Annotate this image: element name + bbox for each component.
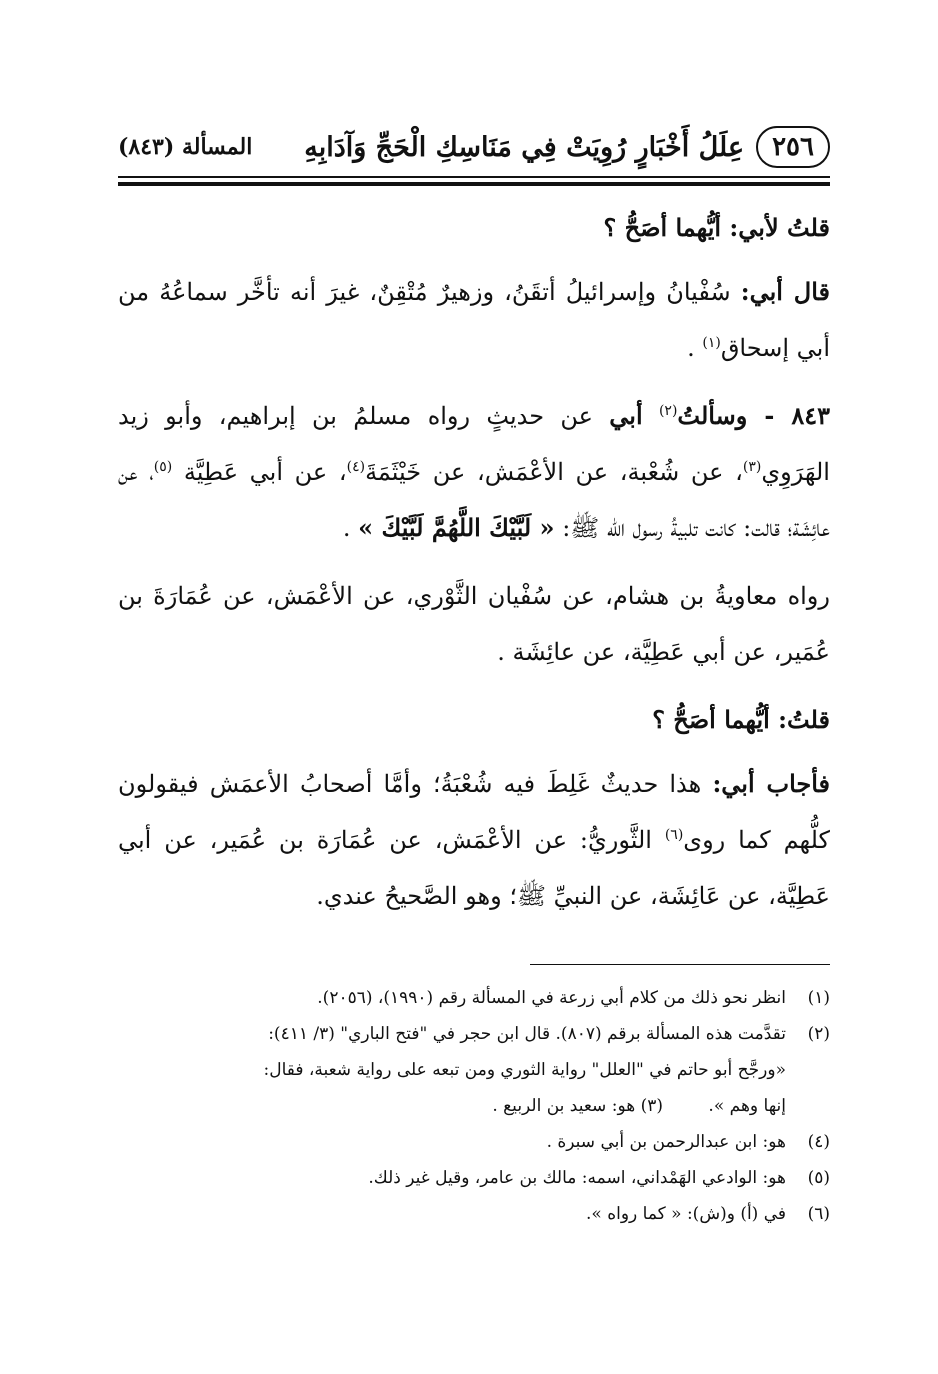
footnote-1 — [118, 980, 830, 1016]
footnote-5 — [118, 1160, 830, 1196]
issue-text-c: ، عن أبي عَطِيَّة — [183, 458, 347, 486]
answer-lead: قال أبي: — [740, 277, 830, 306]
header-title-group — [304, 126, 830, 168]
footnote-number: (٦) — [807, 1204, 830, 1224]
answer-end: . — [687, 334, 695, 362]
footnote-text: في (أ) و(ش): « كما رواه ». — [585, 1204, 786, 1224]
footnote-number: (٤) — [807, 1132, 830, 1152]
answer-paragraph-1 — [118, 264, 830, 376]
footnote-4 — [118, 1124, 830, 1160]
footnotes — [118, 980, 830, 1232]
footnote-separator — [530, 964, 830, 965]
question-line-1: قلتُ لأبي: أيُّهما أصَحُّ ؟ — [603, 213, 830, 242]
footnote-2 — [118, 1016, 830, 1124]
issue-text-b: ، عن شُعْبة، عن الأعْمَش، عن خَيْثَمَةَ — [365, 458, 743, 486]
footnote-number: (٣) — [640, 1096, 664, 1116]
footnote-ref-3: (٣) — [742, 459, 762, 475]
page-header — [118, 120, 830, 174]
footnote-line: «ورجَّح أبو حاتم في "العلل" رواية الثوري ومن تبعه على رواية شعبة، فقال: — [263, 1060, 786, 1080]
answer2-text-a: هذا حديثٌ غَلِطَ فيه شُعْبَةُ؛ وأمَّا أصحابُ الأعمَش فيقولون كلُّهم كما روى — [118, 770, 830, 854]
footnote-ref-1: (١) — [702, 335, 721, 351]
footnote-line: تقدَّمت هذه المسألة برقم (٨٠٧). قال ابن حجر في "فتح الباري" (٣/ ٤١١): — [268, 1024, 786, 1044]
issue-paragraph — [118, 388, 830, 556]
footnote-text: هو: سعيد بن الربيع . — [492, 1096, 636, 1116]
header-rule-thin — [118, 176, 830, 178]
footnote-number: (١) — [807, 988, 830, 1008]
footnote-number: (٢) — [807, 1024, 830, 1044]
footnote-ref-4: (٤) — [346, 459, 366, 475]
footnote-line-end: إنها وهم ». — [708, 1096, 786, 1116]
footnote-ref-2: (٢) — [658, 403, 678, 419]
header-rule-thick — [118, 182, 830, 186]
footnote-text — [118, 1016, 786, 1124]
issue-text-a: عن حديثٍ رواه مسلمُ بن إبراهيم، وأبو زيد الهَرَوِي — [118, 402, 830, 486]
issue-end: . — [342, 514, 351, 542]
answer2-lead: فأجاب أبي: — [712, 769, 831, 798]
footnote-line — [118, 1088, 786, 1124]
question-line-2: قلتُ: أيُّهما أصَحُّ ؟ — [652, 705, 830, 734]
footnote-ref-6: (٦) — [664, 827, 684, 843]
footnote-6 — [118, 1196, 830, 1232]
talbiya-quote: « لَبَّيْكَ اللَّهُمَّ لَبَّيْكَ » — [358, 513, 555, 542]
footnote-text: انظر نحو ذلك من كلام أبي زرعة في المسألة رقم (١٩٩٠)، (٢٠٥٦). — [317, 988, 786, 1008]
issue-text-d: ، عن عائِشَة؛ قالت: كانت تلبيةُ رسول الله ﷺ: — [118, 458, 830, 542]
issue-lead-b: أبي — [609, 401, 643, 430]
answer2-text-b: الثَّوريُّ: عن الأعْمَش، عن عُمَارَة بن عُمَير، عن أبي عَطِيَّة، عن عَائِشَة، عن النبيِّ ﷺ؛ وهو الصَّحيحُ عندي. — [118, 826, 830, 910]
footnote-number: (٥) — [807, 1168, 830, 1188]
footnote-text: هو: الوادعي الهَمْداني، اسمه: مالك بن عامر، وقيل غير ذلك. — [368, 1168, 786, 1188]
issue-label: المسألة (٨٤٣) — [118, 134, 253, 160]
footnote-ref-5: (٥) — [153, 459, 173, 475]
main-text — [118, 200, 830, 936]
footnote-text: هو: ابن عبدالرحمن بن أبي سبرة . — [546, 1132, 786, 1152]
answer-text: سُفْيانُ وإسرائيلُ أتقَنُ، وزهيرٌ مُتْقِنٌ، غيرَ أنه تأخَّر سماعُهُ من أبي إسحاق — [118, 278, 830, 362]
answer-paragraph-2 — [118, 756, 830, 924]
footnote-3 — [492, 1096, 663, 1116]
issue-lead: ٨٤٣ - وسألتُ — [677, 401, 830, 430]
narration-paragraph: رواه معاويةُ بن هشام، عن سُفْيان الثَّوْري، عن الأعْمَش، عن عُمَارَةَ بن عُمَير، عن أبي عَطِيَّة، عن عائِشَة . — [118, 582, 830, 666]
page-number: ٢٥٦ — [756, 126, 830, 168]
book-title: عِلَلُ أَخْبَارٍ رُوِيَتْ فِي مَنَاسِكِ الْحَجِّ وَآدَابِهِ — [304, 131, 745, 163]
